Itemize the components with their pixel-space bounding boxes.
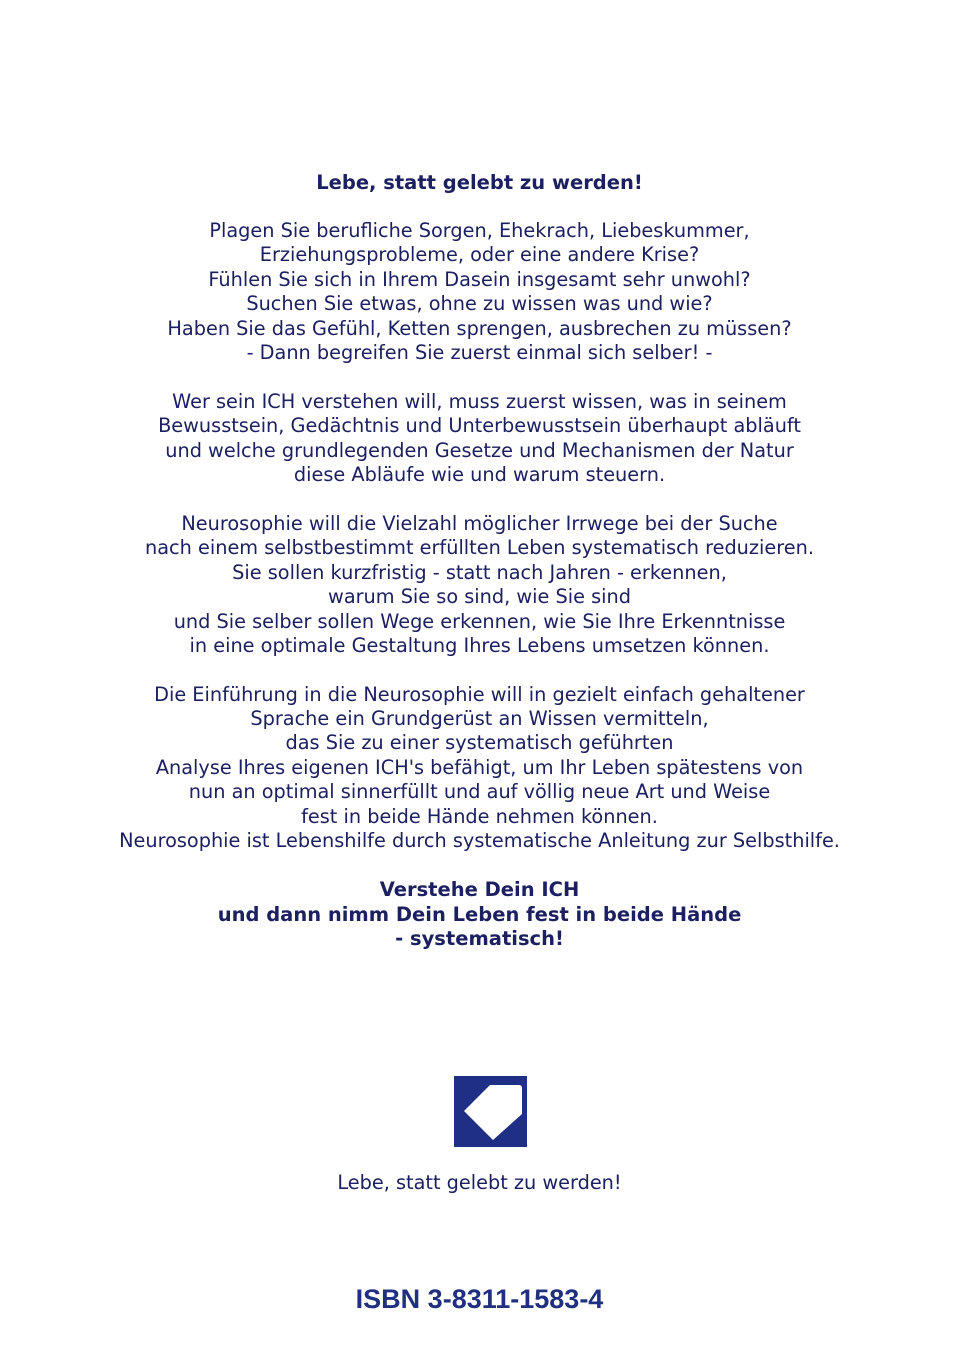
text-line: Erziehungsprobleme, oder eine andere Krise? [259,243,700,266]
text-line: Analyse Ihres eigenen ICH's befähigt, um Ihr Leben spätestens von [155,756,804,779]
text-line: Neurosophie ist Lebenshilfe durch systematische Anleitung zur Selbsthilfe. [119,829,840,852]
text-line: und Sie selber sollen Wege erkennen, wie Sie Ihre Erkenntnisse [173,610,786,633]
text-line: Fühlen Sie sich in Ihrem Dasein insgesamt sehr unwohl? [208,268,751,291]
isbn-number: ISBN 3-8311-1583-4 [355,1284,604,1314]
tagline: Lebe, statt gelebt zu werden! [337,1171,622,1194]
publisher-logo-icon [454,1076,527,1147]
text-line: Neurosophie will die Vielzahl möglicher Irrwege bei der Suche [181,512,778,535]
text-line: Sie sollen kurzfristig - statt nach Jahren - erkennen, [232,561,727,584]
text-line: Plagen Sie berufliche Sorgen, Ehekrach, Liebeskummer, [209,219,750,242]
text-line: Bewusstsein, Gedächtnis und Unterbewusstsein überhaupt abläuft [158,414,801,437]
closing-line: und dann nimm Dein Leben fest in beide Hände [217,903,742,926]
text-line: Suchen Sie etwas, ohne zu wissen was und wie? [246,292,713,315]
text-line: nun an optimal sinnerfüllt und auf völlig neue Art und Weise [188,780,771,803]
text-line: Die Einführung in die Neurosophie will in gezielt einfach gehaltener [154,683,805,706]
text-line: Haben Sie das Gefühl, Ketten sprengen, ausbrechen zu müssen? [167,317,792,340]
text-line: Sprache ein Grundgerüst an Wissen vermitteln, [250,707,709,730]
closing-line: Verstehe Dein ICH [379,878,580,901]
text-line: und welche grundlegenden Gesetze und Mechanismen der Natur [165,439,794,462]
text-line: fest in beide Hände nehmen können. [301,805,658,828]
text-line: in eine optimale Gestaltung Ihres Lebens umsetzen können. [189,634,770,657]
closing-line: - systematisch! [395,927,564,950]
text-line: - Dann begreifen Sie zuerst einmal sich selber! - [246,341,713,364]
heading: Lebe, statt gelebt zu werden! [316,171,643,194]
text-line: das Sie zu einer systematisch geführten [285,731,674,754]
text-line: nach einem selbstbestimmt erfüllten Leben systematisch reduzieren. [145,536,814,559]
text-line: diese Abläufe wie und warum steuern. [293,463,666,486]
text-line: Wer sein ICH verstehen will, muss zuerst wissen, was in seinem [172,390,787,413]
text-line: warum Sie so sind, wie Sie sind [328,585,631,608]
